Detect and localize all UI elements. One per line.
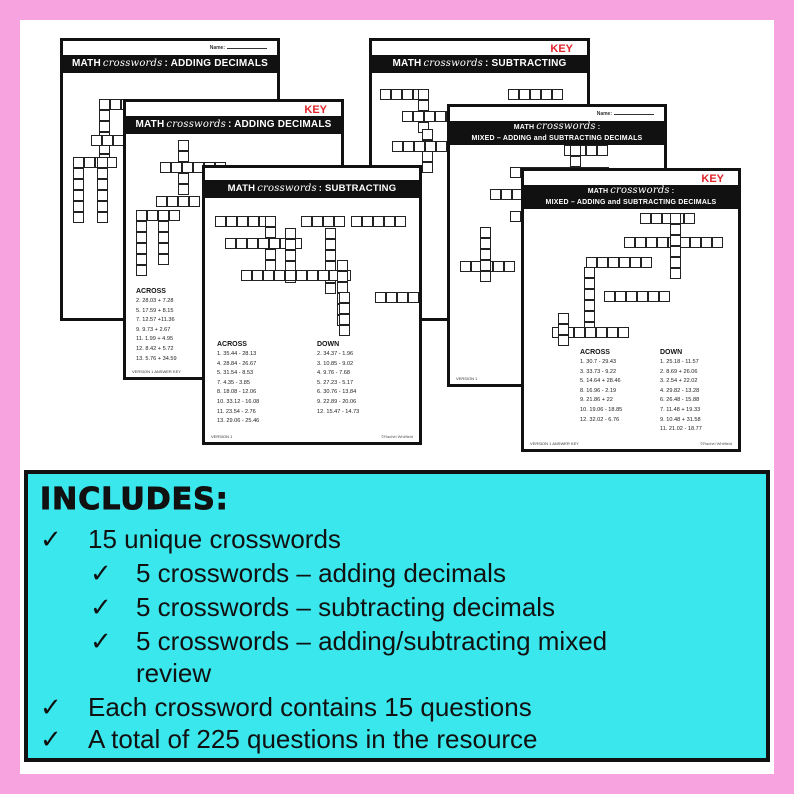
crossword-cell xyxy=(325,250,336,261)
check-icon: ✓ xyxy=(40,692,62,722)
clue-item: 9. 9.73 + 2.67 xyxy=(136,326,171,333)
worksheet-title: MATH crosswords : ADDING DECIMALS xyxy=(126,116,341,134)
crossword-cell xyxy=(615,291,626,302)
credit: ©Rachel Whitfield xyxy=(381,434,413,439)
crossword-cell xyxy=(351,216,362,227)
crossword-cell xyxy=(570,156,581,167)
crossword-cell xyxy=(337,271,348,282)
clue-item: 7. 12.57 +11.36 xyxy=(136,317,175,324)
check-icon: ✓ xyxy=(90,592,112,622)
crossword-cell xyxy=(97,168,108,179)
crossword-cell xyxy=(325,228,336,239)
worksheet-title: MATH crosswords : SUBTRACTING DECIMALS xyxy=(372,55,587,73)
name-field: Name: xyxy=(597,111,654,117)
crossword-cell xyxy=(584,311,595,322)
down-heading: DOWN xyxy=(660,349,683,356)
down-clues xyxy=(317,350,359,417)
crossword-cell xyxy=(325,283,336,294)
crossword-cell xyxy=(425,141,436,152)
clue-item: 13. 29.06 - 25.46 xyxy=(217,418,260,425)
clue-item: 1. 35.44 - 28.13 xyxy=(217,351,257,357)
crossword-cell xyxy=(285,270,296,281)
crossword-cell xyxy=(258,238,269,249)
crossword-cell xyxy=(712,237,723,248)
clue-item: 4. 28.84 - 26.67 xyxy=(217,360,257,367)
across-clues xyxy=(580,358,622,425)
crossword-cell xyxy=(373,216,384,227)
crossword-cell xyxy=(171,162,182,173)
crossword-cell xyxy=(552,89,563,100)
crossword-cell xyxy=(274,270,285,281)
crossword-cell xyxy=(651,213,662,224)
crossword-cell xyxy=(597,257,608,268)
crossword-cell xyxy=(189,196,200,207)
across-heading: ACROSS xyxy=(580,349,610,356)
crossword-cell xyxy=(169,210,180,221)
clue-item: 3. 10.85 - 9.02 xyxy=(317,360,354,367)
includes-banner xyxy=(24,470,770,762)
crossword-cell xyxy=(91,135,102,146)
crossword-cell xyxy=(147,210,158,221)
crossword-cell xyxy=(619,257,630,268)
crossword-cell xyxy=(584,289,595,300)
crossword-cell xyxy=(178,196,189,207)
crossword-cell xyxy=(263,270,274,281)
clue-item: 12. 15.47 - 14.73 xyxy=(317,408,360,415)
clue-item: 4. 9.76 - 7.68 xyxy=(317,370,350,377)
clue-item: 7. 11.48 + 19.33 xyxy=(660,406,701,413)
clue-item: 3. 33.73 - 9.22 xyxy=(580,368,617,375)
across-heading: ACROSS xyxy=(217,341,247,348)
version-footer: VERSION 1 xyxy=(456,376,478,381)
crossword-cell xyxy=(84,157,95,168)
crossword-cell xyxy=(596,327,607,338)
crossword-cell xyxy=(403,141,414,152)
clue-item: 2. 34.37 - 1.96 xyxy=(317,351,354,357)
crossword-cell xyxy=(362,216,373,227)
crossword-cell xyxy=(480,249,491,260)
crossword-cell xyxy=(641,257,652,268)
clue-item: 5. 27.23 - 5.17 xyxy=(317,379,354,386)
crossword-cell xyxy=(301,216,312,227)
crossword-cell xyxy=(608,257,619,268)
crossword-cell xyxy=(97,179,108,190)
version-footer: VERSION 1 xyxy=(211,434,233,439)
include-item: ✓ A total of 225 questions in the resource xyxy=(40,724,538,754)
crossword-cell xyxy=(375,292,386,303)
crossword-cell xyxy=(248,216,259,227)
crossword-cell xyxy=(436,141,447,152)
crossword-cell xyxy=(422,129,433,140)
crossword-cell xyxy=(237,216,248,227)
crossword-cell xyxy=(247,238,258,249)
crossword-cell xyxy=(73,179,84,190)
worksheet-title: MATH crosswords : SUBTRACTING DECIMALS xyxy=(205,180,419,198)
key-label: KEY xyxy=(304,104,327,116)
clue-item: 8. 18.08 - 12.06 xyxy=(217,389,257,396)
crossword-cell xyxy=(690,237,701,248)
worksheet-title: MATH crosswords : MIXED – ADDING and SUBTRACTING DECIMALS xyxy=(450,121,664,145)
crossword-cell xyxy=(323,216,334,227)
crossword-cell xyxy=(265,249,276,260)
crossword-cell xyxy=(397,292,408,303)
crossword-cell xyxy=(136,265,147,276)
version-footer: VERSION 1 ANSWER KEY xyxy=(132,369,181,374)
name-field: Name: xyxy=(210,45,267,51)
crossword-cell xyxy=(312,216,323,227)
crossword-cell xyxy=(182,162,193,173)
clue-item: 13. 5.76 + 34.59 xyxy=(136,355,177,362)
crossword-cell xyxy=(424,111,435,122)
crossword-cell xyxy=(97,190,108,201)
crossword-cell xyxy=(226,216,237,227)
crossword-cell xyxy=(158,210,169,221)
crossword-cell xyxy=(334,216,345,227)
crossword-cell xyxy=(648,291,659,302)
key-label: KEY xyxy=(701,173,724,185)
crossword-cell xyxy=(624,237,635,248)
crossword-cell xyxy=(637,291,648,302)
crossword-cell xyxy=(504,261,515,272)
check-icon: ✓ xyxy=(90,558,112,588)
crossword-cell xyxy=(318,270,329,281)
clue-item: 6. 30.76 - 13.84 xyxy=(317,389,357,396)
crossword-cell xyxy=(414,141,425,152)
crossword-cell xyxy=(670,246,681,257)
crossword-cell xyxy=(480,271,491,282)
clue-item: 4. 29.82 - 13.28 xyxy=(660,387,700,394)
clue-item: 2. 28.03 + 7.28 xyxy=(136,298,174,304)
crossword-cell xyxy=(558,324,569,335)
worksheet-title: MATH crosswords : ADDING DECIMALS xyxy=(63,55,277,73)
crossword-cell xyxy=(339,292,350,303)
crossword-cell xyxy=(418,89,429,100)
crossword-cell xyxy=(99,99,110,110)
crossword-cell xyxy=(460,261,471,272)
crossword-cell xyxy=(395,216,406,227)
crossword-cell xyxy=(73,201,84,212)
crossword-cell xyxy=(510,211,521,222)
crossword-cell xyxy=(178,140,189,151)
crossword-cell xyxy=(178,173,189,184)
check-icon: ✓ xyxy=(90,626,112,656)
include-subitem: ✓ 5 crosswords – adding/subtracting mixed xyxy=(90,626,608,656)
crossword-cell xyxy=(307,270,318,281)
include-subitem: ✓ 5 crosswords – adding decimals xyxy=(90,558,506,588)
clue-item: 3. 2.54 + 22.02 xyxy=(660,378,698,385)
crossword-cell xyxy=(584,267,595,278)
crossword-cell xyxy=(285,228,296,239)
crossword-cell xyxy=(701,237,712,248)
clue-item: 1. 25.18 - 11.57 xyxy=(660,359,699,365)
crossword-cell xyxy=(493,261,504,272)
clue-item: 5. 31.54 - 8.53 xyxy=(217,370,254,377)
crossword-cell xyxy=(597,145,608,156)
clue-item: 1. 30.7 - 29.43 xyxy=(580,359,617,365)
crossword-cell xyxy=(413,111,424,122)
crossword-cell xyxy=(618,327,629,338)
clue-item: 12. 32.02 - 6.76 xyxy=(580,416,620,423)
crossword-cell xyxy=(178,151,189,162)
crossword-cell xyxy=(73,157,84,168)
crossword-cell xyxy=(97,157,108,168)
crossword-cell xyxy=(102,135,113,146)
crossword-cell xyxy=(160,162,171,173)
version-footer: VERSION 1 ANSWER KEY xyxy=(530,441,579,446)
crossword-cell xyxy=(241,270,252,281)
clue-item: 9. 22.89 - 20.06 xyxy=(317,398,357,405)
crossword-cell xyxy=(158,243,169,254)
crossword-cell xyxy=(156,196,167,207)
crossword-cell xyxy=(670,268,681,279)
crossword-cell xyxy=(265,227,276,238)
check-icon: ✓ xyxy=(40,724,62,754)
clue-item: 8. 16.96 - 2.19 xyxy=(580,387,617,394)
clue-item: 10. 19.06 - 18.85 xyxy=(580,406,623,413)
crossword-cell xyxy=(339,314,350,325)
crossword-cell xyxy=(391,89,402,100)
clue-item: 5. 17.59 + 8.15 xyxy=(136,307,174,314)
crossword-cell xyxy=(670,213,681,224)
include-item: ✓ 15 unique crosswords xyxy=(40,524,341,554)
worksheet-subtracting-blank xyxy=(202,165,422,445)
crossword-cell xyxy=(480,227,491,238)
crossword-cell xyxy=(337,260,348,271)
crossword-cell xyxy=(585,327,596,338)
crossword-cell xyxy=(435,111,446,122)
crossword-cell xyxy=(73,190,84,201)
crossword-cell xyxy=(402,111,413,122)
across-clues xyxy=(217,350,259,427)
crossword-cell xyxy=(402,89,413,100)
crossword-cell xyxy=(110,99,121,110)
crossword-cell xyxy=(285,239,296,250)
crossword-cell xyxy=(136,243,147,254)
crossword-cell xyxy=(418,100,429,111)
crossword-cell xyxy=(285,250,296,261)
crossword-cell xyxy=(584,300,595,311)
crossword-cell xyxy=(269,238,280,249)
include-subitem: ✓ 5 crosswords – subtracting decimals xyxy=(90,592,556,622)
crossword-cell xyxy=(657,237,668,248)
crossword-cell xyxy=(626,291,637,302)
crossword-cell xyxy=(386,292,397,303)
crossword-cell xyxy=(178,184,189,195)
crossword-cell xyxy=(339,325,350,336)
crossword-cell xyxy=(635,237,646,248)
clue-item: 9. 10.48 + 31.58 xyxy=(660,416,701,423)
crossword-cell xyxy=(325,239,336,250)
crossword-cell xyxy=(684,213,695,224)
crossword-cell xyxy=(384,216,395,227)
crossword-cell xyxy=(380,89,391,100)
crossword-cell xyxy=(408,292,419,303)
crossword-cell xyxy=(99,121,110,132)
across-clues xyxy=(136,297,177,364)
crossword-cell xyxy=(252,270,263,281)
clue-item: 6. 26.48 - 15.88 xyxy=(660,397,700,404)
crossword-cell xyxy=(392,141,403,152)
worksheet-mixed-key xyxy=(521,168,741,452)
crossword-cell xyxy=(530,89,541,100)
crossword-cell xyxy=(215,216,226,227)
crossword-cell xyxy=(97,212,108,223)
credit: ©Rachel Whitfield xyxy=(700,441,732,446)
crossword-cell xyxy=(558,335,569,346)
crossword-cell xyxy=(167,196,178,207)
crossword-cell xyxy=(570,145,581,156)
crossword-cell xyxy=(422,151,433,162)
crossword-cell xyxy=(265,216,276,227)
crossword-cell xyxy=(586,145,597,156)
crossword-cell xyxy=(136,232,147,243)
clue-item: 5. 14.64 + 28.46 xyxy=(580,378,621,385)
crossword-cell xyxy=(607,327,618,338)
key-label: KEY xyxy=(550,43,573,55)
check-icon: ✓ xyxy=(40,524,62,554)
crossword-cell xyxy=(501,189,512,200)
across-heading: ACROSS xyxy=(136,288,166,295)
crossword-cell xyxy=(480,238,491,249)
crossword-cell xyxy=(73,168,84,179)
crossword-cell xyxy=(574,327,585,338)
crossword-cell xyxy=(558,313,569,324)
crossword-cell xyxy=(670,224,681,235)
clue-item: 2. 8.69 + 26.06 xyxy=(660,368,698,375)
include-item: ✓ Each crossword contains 15 questions xyxy=(40,692,532,722)
crossword-cell xyxy=(510,167,521,178)
crossword-cell xyxy=(136,254,147,265)
crossword-cell xyxy=(158,232,169,243)
crossword-cell xyxy=(236,238,247,249)
crossword-cell xyxy=(136,210,147,221)
crossword-cell xyxy=(584,278,595,289)
crossword-cell xyxy=(97,201,108,212)
crossword-cell xyxy=(604,291,615,302)
crossword-cell xyxy=(73,212,84,223)
crossword-cell xyxy=(339,303,350,314)
crossword-cell xyxy=(480,260,491,271)
clue-item: 10. 33.12 - 16.08 xyxy=(217,398,260,405)
crossword-cell xyxy=(640,213,651,224)
clue-item: 7. 4.35 - 3.85 xyxy=(217,379,250,386)
clue-item: 9. 21.86 + 22 xyxy=(580,397,613,404)
crossword-cell xyxy=(519,89,530,100)
clue-item: 12. 8.42 + 5.72 xyxy=(136,345,174,352)
crossword-cell xyxy=(646,237,657,248)
crossword-cell xyxy=(490,189,501,200)
crossword-cell xyxy=(422,162,433,173)
down-clues xyxy=(660,358,702,435)
crossword-cell xyxy=(158,254,169,265)
crossword-cell xyxy=(659,291,670,302)
crossword-cell xyxy=(296,270,307,281)
crossword-cell xyxy=(630,257,641,268)
clue-item: 11. 23.54 - 2.76 xyxy=(217,408,256,415)
worksheet-title: MATH crosswords : MIXED – ADDING and SUBTRACTING DECIMALS xyxy=(524,185,738,209)
crossword-cell xyxy=(158,221,169,232)
crossword-cell xyxy=(670,235,681,246)
crossword-cell xyxy=(508,89,519,100)
clue-item: 11. 1.99 + 4.95 xyxy=(136,336,174,343)
crossword-cell xyxy=(225,238,236,249)
include-subitem-continued: review xyxy=(136,658,212,688)
includes-heading: INCLUDES: xyxy=(40,482,229,517)
crossword-cell xyxy=(136,221,147,232)
clue-item: 11. 21.02 - 18.77 xyxy=(660,426,702,433)
crossword-cell xyxy=(541,89,552,100)
crossword-cell xyxy=(670,257,681,268)
down-heading: DOWN xyxy=(317,341,340,348)
crossword-cell xyxy=(99,110,110,121)
